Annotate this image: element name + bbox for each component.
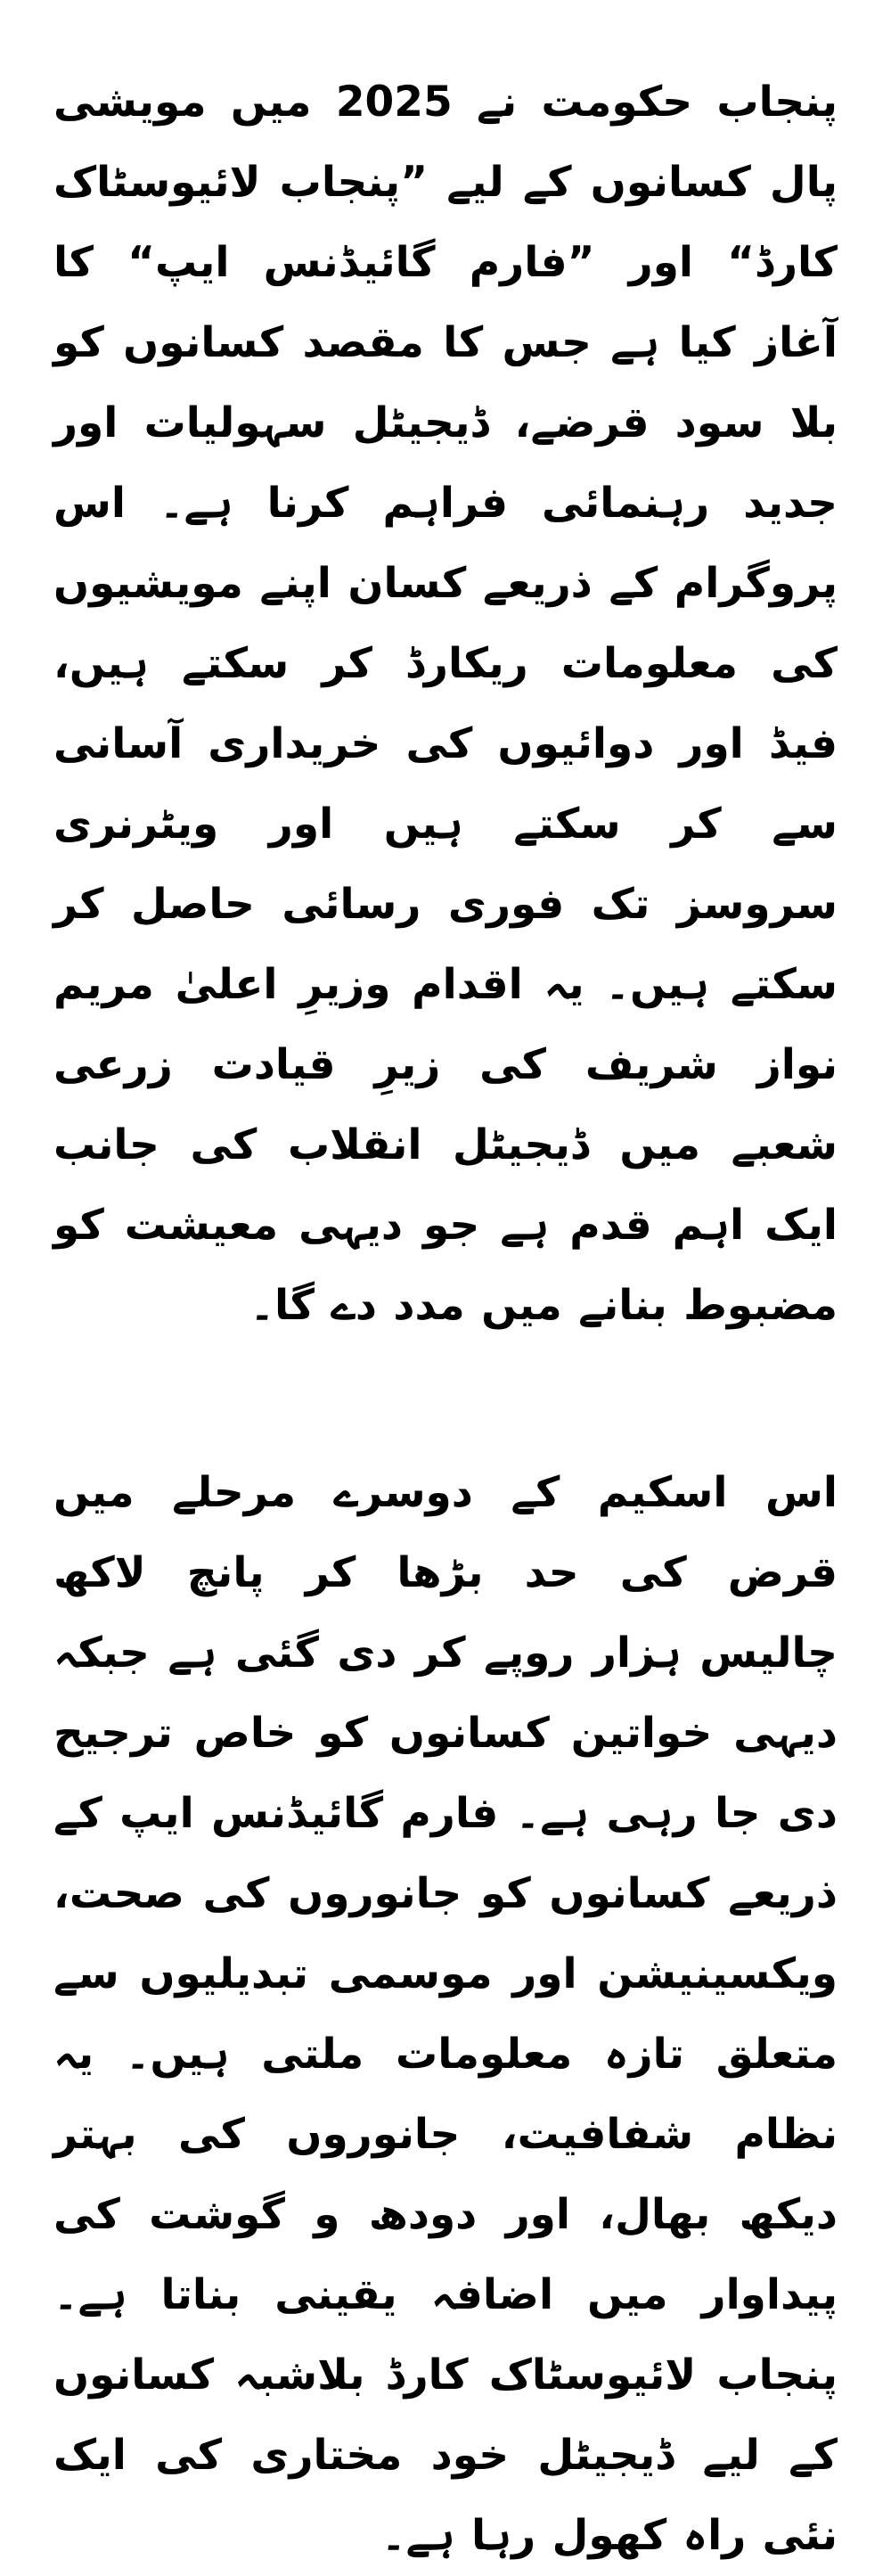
article-paragraph-1: پنجاب حکومت نے 2025 میں مویشی پال کسانوں کے لیے ”پنجاب لائیوسٹاک کارڈ“ اور ”فارم گائیڈنس ایپ“ کا آغاز کیا ہے جس کا مقصد کسانوں کو بلا سود قرضے، ڈیجیٹل سہولیات اور جدید رہنمائی فراہم کرنا ہے۔ اس پروگرام کے ذریعے کسان اپنے مویشیوں کی معلومات ریکارڈ کر سکتے ہیں، فیڈ اور دوائیوں کی خریداری آسانی سے کر سکتے ہیں اور ویٹرنری سروسز تک فوری رسائی حاصل کر سکتے ہیں۔ یہ اقدام وزیرِ اعلیٰ مریم نواز شریف کی زیرِ قیادت زرعی شعبے میں ڈیجیٹل انقلاب کی جانب ایک اہم قدم ہے جو دیہی معیشت کو مضبوط بنانے میں مدد دے گا۔ — [53, 78, 838, 1330]
article-paragraph-2: اس اسکیم کے دوسرے مرحلے میں قرض کی حد بڑھا کر پانچ لاکھ چالیس ہزار روپے کر دی گئی ہے جبکہ دیہی خواتین کسانوں کو خاص ترجیح دی جا رہی ہے۔ فارم گائیڈنس ایپ کے ذریعے کسانوں کو جانوروں کی صحت، ویکسینیشن اور موسمی تبدیلیوں سے متعلق تازہ معلومات ملتی ہیں۔ یہ نظام شفافیت، جانوروں کی بہتر دیکھ بھال، اور دودھ و گوشت کی پیداوار میں اضافہ یقینی بناتا ہے۔ پنجاب لائیوسٹاک کارڈ بلاشبہ کسانوں کے لیے ڈیجیٹل خود مختاری کی ایک نئی راہ کھول رہا ہے۔ — [53, 1468, 838, 2560]
